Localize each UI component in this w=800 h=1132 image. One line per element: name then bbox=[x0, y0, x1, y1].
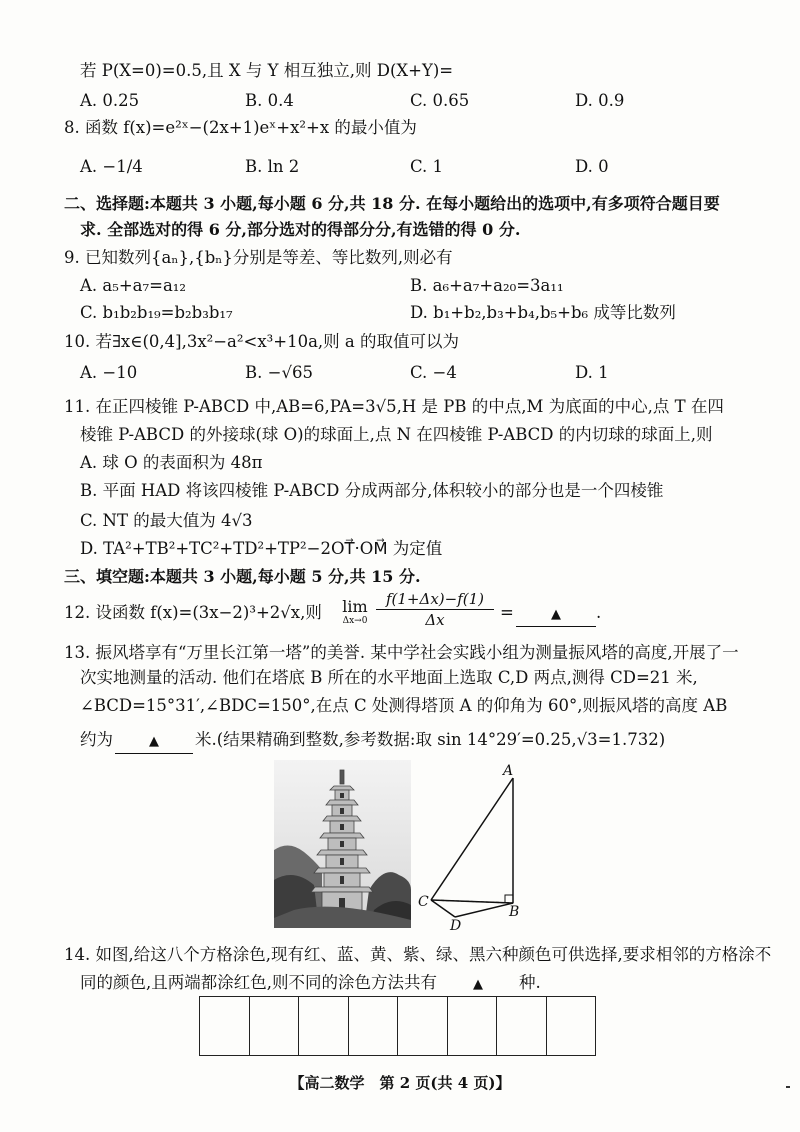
q13-line4-post: 米.(结果精确到整数,参考数据:取 sin 14°29′=0.25,√3=1.732) bbox=[195, 730, 666, 749]
grid-cell bbox=[398, 997, 448, 1055]
q11-option-b: B. 平面 HAD 将该四棱锥 P-ABCD 分成两部分,体积较小的部分也是一个四棱锥 bbox=[80, 481, 664, 500]
section2-line2: 求. 全部选对的得 6 分,部分选对的得部分分,有选错的得 0 分. bbox=[80, 220, 521, 239]
q10-option-a: A. −10 bbox=[80, 363, 138, 382]
q14-line1: 14. 如图,给这八个方格涂色,现有红、蓝、黄、紫、绿、黑六种颜色可供选择,要求相邻的方格涂不 bbox=[64, 945, 772, 964]
q8-option-d: D. 0 bbox=[575, 157, 609, 176]
q9-option-a: A. a₅+a₇=a₁₂ bbox=[80, 276, 187, 295]
q13-line1: 13. 振风塔享有“万里长江第一塔”的美誉. 某中学社会实践小组为测量振风塔的高度,开展了一 bbox=[64, 643, 739, 662]
label-d: D bbox=[450, 918, 462, 934]
q11-line1: 11. 在正四棱锥 P-ABCD 中,AB=6,PA=3√5,H 是 PB 的中点,M 为底面的中心,点 T 在四 bbox=[64, 397, 724, 416]
q13-line3: ∠BCD=15°31′,∠BDC=150°,在点 C 处测得塔顶 A 的仰角为 60°,则振风塔的高度 AB bbox=[80, 696, 728, 715]
q10-text: 10. 若∃x∈(0,4],3x²−a²<x³+10a,则 a 的取值可以为 bbox=[64, 332, 459, 351]
q10-option-c: C. −4 bbox=[410, 363, 457, 382]
label-b: B bbox=[509, 904, 520, 920]
q11-line2: 棱锥 P-ABCD 的外接球(球 O)的球面上,点 N 在四棱锥 P-ABCD 的内切球的球面上,则 bbox=[80, 425, 713, 444]
q13-line4-pre: 约为 bbox=[80, 730, 113, 749]
q12-limit bbox=[338, 598, 372, 626]
q8-text: 8. 函数 f(x)=e²ˣ−(2x+1)eˣ+x²+x 的最小值为 bbox=[64, 118, 417, 137]
section2-line1: 二、选择题:本题共 3 小题,每小题 6 分,共 18 分. 在每小题给出的选项中,有多项符合题目要 bbox=[64, 194, 720, 213]
q7-option-b: B. 0.4 bbox=[245, 91, 294, 110]
q14-blank-marker: ▲ bbox=[473, 977, 483, 992]
q9-option-d: D. b₁+b₂,b₃+b₄,b₅+b₆ 成等比数列 bbox=[410, 303, 676, 322]
q14-line2-post: 种. bbox=[519, 973, 541, 992]
q12-lim-sub: Δx→0 bbox=[342, 616, 368, 626]
q11-option-c: C. NT 的最大值为 4√3 bbox=[80, 511, 253, 530]
grid-cell bbox=[448, 997, 498, 1055]
q11-option-a: A. 球 O 的表面积为 48π bbox=[80, 453, 263, 472]
grid-cell bbox=[497, 997, 547, 1055]
pagoda-photo bbox=[274, 760, 411, 928]
section3-heading: 三、填空题:本题共 3 小题,每小题 5 分,共 15 分. bbox=[64, 567, 421, 586]
q10-option-d: D. 1 bbox=[575, 363, 609, 382]
q9-option-b: B. a₆+a₇+a₂₀=3a₁₁ bbox=[410, 276, 564, 295]
q8-option-b: B. ln 2 bbox=[245, 157, 300, 176]
q8-option-a: A. −1/4 bbox=[80, 157, 143, 176]
q12-blank-marker: ▲ bbox=[551, 607, 561, 622]
coloring-grid bbox=[199, 996, 596, 1056]
q10-option-b: B. −√65 bbox=[245, 363, 313, 382]
q7-option-a: A. 0.25 bbox=[80, 91, 140, 110]
q12-numerator: f(1+Δx)−f(1) bbox=[385, 590, 485, 608]
tower-triangle-diagram bbox=[415, 760, 545, 940]
q12-equals: = bbox=[500, 603, 514, 622]
q12-fraction bbox=[372, 589, 498, 630]
page-footer: 【高二数学 第 2 页(共 4 页)】 bbox=[289, 1074, 511, 1092]
q12-prefix: 12. 设函数 f(x)=(3x−2)³+2√x,则 bbox=[64, 603, 322, 622]
grid-cell bbox=[349, 997, 399, 1055]
q13-line4 bbox=[80, 729, 665, 754]
grid-cell bbox=[250, 997, 300, 1055]
q12-denominator: Δx bbox=[425, 611, 445, 629]
q14-line2-pre: 同的颜色,且两端都涂红色,则不同的涂色方法共有 bbox=[80, 973, 437, 992]
q7-option-c: C. 0.65 bbox=[410, 91, 470, 110]
q12-period: . bbox=[596, 603, 602, 622]
q7-option-d: D. 0.9 bbox=[575, 91, 625, 110]
q9-text: 9. 已知数列{aₙ},{bₙ}分别是等差、等比数列,则必有 bbox=[64, 248, 453, 267]
q14-line2 bbox=[80, 972, 541, 997]
grid-cell bbox=[200, 997, 250, 1055]
grid-cell bbox=[299, 997, 349, 1055]
label-a: A bbox=[503, 763, 514, 779]
q12-lim-word: lim bbox=[342, 597, 368, 616]
scan-speck bbox=[786, 1086, 790, 1088]
q7-tail-text: 若 P(X=0)=0.5,且 X 与 Y 相互独立,则 D(X+Y)= bbox=[80, 61, 454, 80]
label-c: C bbox=[418, 894, 429, 910]
grid-cell bbox=[547, 997, 596, 1055]
q12-answer-blank bbox=[516, 602, 601, 627]
q13-blank-marker: ▲ bbox=[149, 734, 159, 749]
q13-line2: 次实地测量的活动. 他们在塔底 B 所在的水平地面上选取 C,D 两点,测得 CD=21 米, bbox=[80, 668, 698, 687]
q9-option-c: C. b₁b₂b₁₉=b₂b₃b₁₇ bbox=[80, 303, 233, 322]
q8-option-c: C. 1 bbox=[410, 157, 444, 176]
q11-option-d: D. TA²+TB²+TC²+TD²+TP²−2OT⃗·OM⃗ 为定值 bbox=[80, 539, 443, 558]
